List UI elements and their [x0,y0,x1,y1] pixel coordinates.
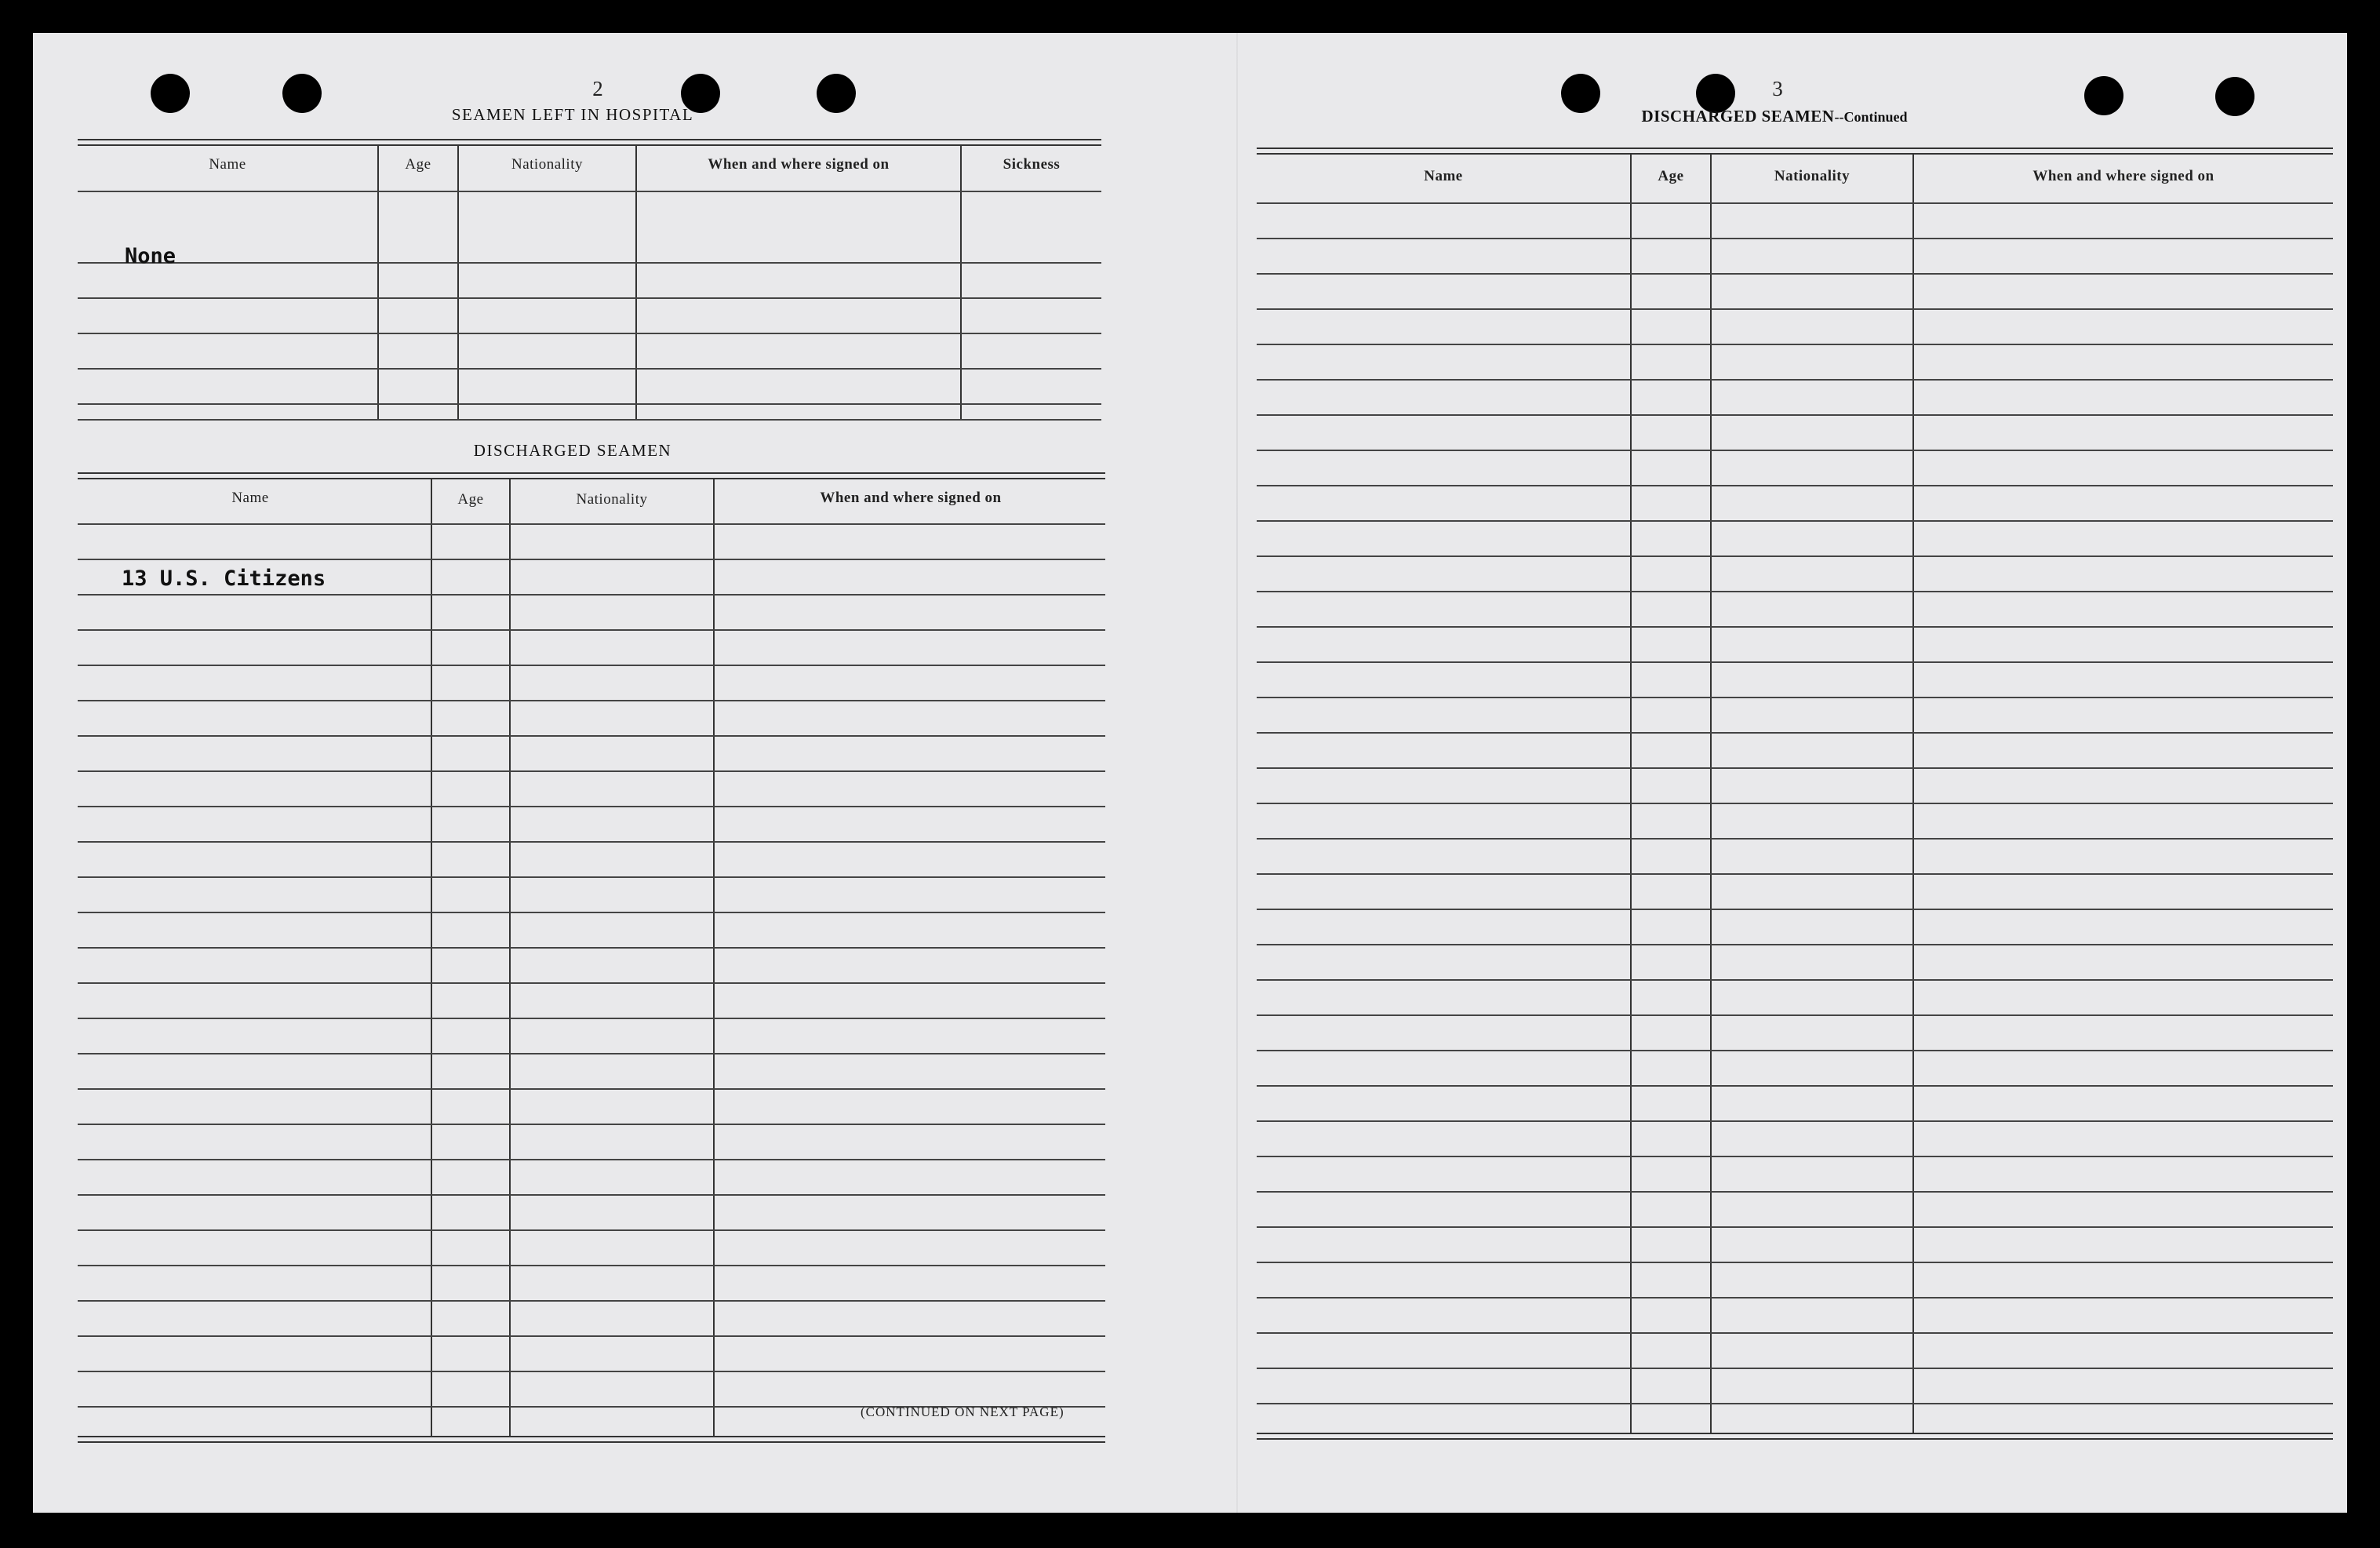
right-col-name: Name [1424,168,1463,184]
discharged-col-age: Age [457,491,484,508]
right-title-suffix: --Continued [1834,109,1908,125]
hospital-col-nationality: Nationality [511,156,583,173]
page-fold [1236,33,1238,1513]
hospital-col-age: Age [405,156,431,173]
discharged-table-right [1257,148,2333,1442]
page-number-left: 2 [592,77,603,100]
page-number-right: 3 [1772,77,1783,100]
discharged-table-left [78,472,1105,1445]
discharged-entry: 13 U.S. Citizens [122,566,326,591]
punch-hole [2084,76,2123,115]
hospital-section-title: SEAMEN LEFT IN HOSPITAL [451,105,694,124]
hospital-table [78,139,1101,425]
right-col-nationality: Nationality [1774,168,1851,184]
punch-hole [282,74,322,113]
hospital-col-signed-on: When and where signed on [708,156,890,173]
hospital-entry: None [125,244,176,268]
document-sheet [33,33,2347,1513]
discharged-col-signed-on: When and where signed on [820,490,1002,506]
hospital-col-name: Name [209,156,246,173]
discharged-col-nationality: Nationality [576,491,648,508]
discharged-section-title: DISCHARGED SEAMEN [473,441,672,460]
right-col-signed-on: When and where signed on [2032,168,2214,184]
continued-footer: (CONTINUED ON NEXT PAGE) [861,1404,1064,1419]
right-section-title [1523,107,2025,126]
discharged-col-name: Name [231,490,269,506]
punch-hole [2215,77,2254,116]
right-col-age: Age [1658,168,1684,184]
hospital-col-sickness: Sickness [1003,156,1061,173]
right-title-text: DISCHARGED SEAMEN [1641,107,1835,126]
punch-hole [151,74,190,113]
